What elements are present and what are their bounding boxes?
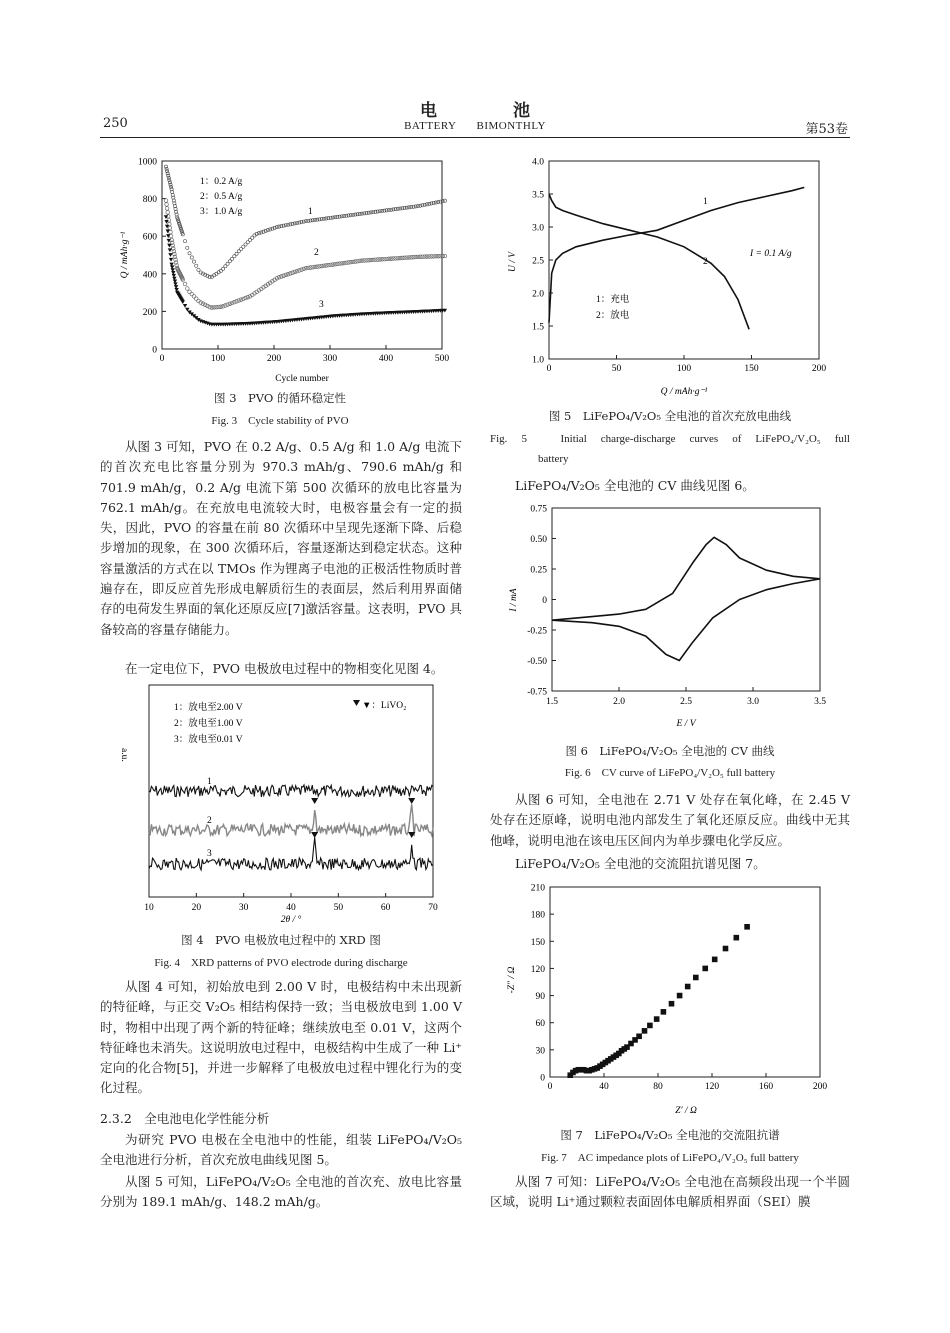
fig7-point [702, 966, 708, 972]
x-tick-label: 200 [266, 354, 282, 364]
page-number: 250 [103, 116, 128, 131]
fig3-caption-cn: 图 3 PVO 的循环稳定性 [214, 391, 346, 405]
y-tick-label: -0.25 [527, 626, 547, 637]
fig5-frame [549, 161, 819, 359]
y-tick-label: 800 [142, 195, 157, 206]
fig3-series1-point [195, 264, 198, 267]
fig4-legend-1: 1：放电至2.00 V [174, 703, 243, 713]
y-tick-label: 0.25 [530, 565, 547, 576]
fig3-series3-point [164, 215, 168, 219]
fig3-series2-point [280, 275, 284, 279]
fig3-series2-point [228, 302, 232, 306]
fig3-series2-point [443, 254, 447, 258]
fig5-caption-cn: 图 5 LiFePO₄/V₂O₅ 全电池的首次充放电曲线 [548, 409, 792, 423]
fig7-point [661, 1009, 667, 1015]
fig6-reduction-branch [552, 579, 820, 661]
fig7-point [723, 946, 729, 952]
fig3-caption-en: Fig. 3 Cycle stability of PVO [211, 415, 349, 427]
fig7-point [654, 1016, 660, 1022]
fig6-xlabel: E / V [676, 719, 696, 729]
fig4-caption-en: Fig. 4 XRD patterns of PVO electrode during discharge [154, 957, 408, 969]
fig6-caption-en: Fig. 6 CV curve of LiFePO₄/V₂O₅ full battery [564, 767, 776, 779]
fig3-series2-point [164, 199, 168, 203]
header-rule [100, 137, 850, 138]
fig4-peak-marker [311, 832, 318, 838]
fig3-series3-point [169, 258, 173, 262]
fig6-oxidation-branch [552, 537, 820, 620]
fig7-point [734, 935, 740, 941]
fig3-series2-point [233, 300, 237, 304]
fig3-series2-point [224, 304, 228, 308]
fig3-series3-point [168, 248, 172, 252]
fig6-ylabel: I / mA [509, 588, 519, 612]
fig3-chart [110, 150, 450, 390]
fig4-curve-label-1: 1 [207, 777, 212, 787]
fig4-peak-marker [408, 798, 415, 804]
x-tick-label: 3.5 [814, 697, 826, 707]
fig7-caption-en: Fig. 7 AC impedance plots of LiFePO₄/V₂O₅ full battery [541, 1152, 799, 1164]
left-paragraph-2: 在一定电位下，PVO 电极放电过程中的物相变化见图 4。 [125, 661, 444, 676]
fig3-series2-point [244, 296, 248, 300]
y-tick-label: 30 [535, 1046, 545, 1057]
fig3-series2-point [168, 226, 172, 230]
x-tick-label: 80 [653, 1082, 663, 1092]
fig4-trace-3 [149, 837, 433, 870]
fig3-xlabel: Cycle number [275, 374, 329, 384]
x-tick-label: 100 [210, 354, 226, 364]
fig3-series2-point [300, 268, 304, 272]
x-tick-label: 50 [333, 903, 344, 913]
fig3-series2-point [192, 295, 196, 299]
y-tick-label: 0.75 [530, 504, 547, 515]
fig5-caption-en-1: Fig. 5 Initial charge-discharge curves of LiFePO₄/V₂O₅ full [490, 433, 850, 445]
fig3-series2-point [190, 292, 194, 296]
fig3-series2-point [302, 267, 306, 271]
fig7-ylabel: -Z″ / Ω [507, 966, 517, 994]
x-tick-label: 400 [378, 354, 394, 364]
fig5-curve-2 [549, 194, 749, 329]
fig3-legend-2: 2：0.5 A/g [200, 192, 243, 202]
fig3-series1-point [190, 256, 193, 259]
journal-title-en-1: BATTERY [404, 120, 457, 132]
fig3-series2-point [286, 272, 290, 276]
left-paragraph-5: 从图 5 可知，LiFePO₄/V₂O₅ 全电池的首次充、放电比容量分别为 189.1 mAh/g、148.2 mAh/g。 [100, 1174, 462, 1210]
fig3-series1-point [166, 172, 169, 175]
y-tick-label: 3.5 [532, 190, 544, 201]
fig3-series2-point [166, 211, 170, 215]
journal-title-char-1: 电 [420, 101, 437, 121]
fig3-series2-point [239, 298, 243, 302]
y-tick-label: 1.0 [532, 355, 544, 366]
x-tick-label: 70 [428, 903, 438, 913]
x-tick-label: 40 [599, 1082, 609, 1092]
fig4-xlabel: 2θ / ° [280, 915, 302, 925]
x-tick-label: 2.5 [680, 697, 692, 707]
fig4-curve-label-2: 2 [207, 816, 212, 826]
y-tick-label: 0 [542, 596, 547, 606]
y-tick-label: 2.0 [532, 289, 544, 300]
left-paragraph-1: 从图 3 可知，PVO 在 0.2 A/g、0.5 A/g 和 1.0 A/g 电流下的首次充电比容量分别为 970.3 mAh/g、790.6 mAh/g 和 701.9 mAh/g，0.2 A/g 电流下第 500 次循环的放电比容量为 762.1 mAh/g。在充放电电流较大时，电极容量会有一定的损失，因此，PVO 的容量在前 80 次循环中呈现先逐渐下降、后稳步增加的现象，在 300 次循环后，容量逐渐达到稳定状态。这种容量激活的方式在以 TMOs 作为锂离子电池的正极活性物质时普遍存在，即反应首先形成电解质衍生的表面层，然后利用界面储存的电荷发生界面的氧化还原反应[7]激活容量。这表明，PVO 具备较高的容量存储能力。 [100, 439, 462, 637]
y-tick-label: 180 [530, 910, 545, 921]
fig5-curve-label-1: 1 [703, 197, 708, 207]
x-tick-label: 40 [286, 903, 296, 913]
fig3-series2-point [188, 290, 192, 294]
x-tick-label: 500 [434, 354, 450, 364]
fig4-legend-marker [353, 700, 360, 706]
x-tick-label: 1.5 [546, 697, 558, 707]
fig3-series1-point [168, 179, 171, 182]
fig3-series2-point [183, 282, 187, 286]
y-tick-label: -0.50 [527, 657, 547, 667]
fig4-chart [112, 678, 447, 928]
fig5-condition: I = 0.1 A/g [750, 249, 792, 259]
y-tick-label: 4.0 [532, 157, 544, 168]
x-tick-label: 300 [322, 354, 338, 364]
fig6-frame [552, 508, 820, 691]
fig4-trace-2 [149, 804, 433, 836]
fig7-point [685, 984, 691, 990]
fig3-series3-point [181, 300, 185, 304]
fig3-series2-point [241, 297, 245, 301]
fig3-series2-point [235, 300, 239, 304]
y-tick-label: 400 [142, 270, 157, 281]
x-tick-label: 50 [611, 364, 622, 374]
x-tick-label: 150 [744, 364, 759, 374]
y-tick-label: 210 [530, 883, 545, 894]
fig7-point [744, 924, 750, 930]
fig4-ylabel: a.u. [119, 748, 129, 762]
fig3-series1-point [186, 246, 189, 249]
fig3-series1-point [192, 260, 195, 263]
y-tick-label: 2.5 [532, 256, 544, 267]
fig5-chart [500, 152, 840, 397]
fig7-frame [550, 887, 820, 1077]
y-tick-label: 150 [530, 937, 545, 948]
fig6-chart [500, 500, 840, 735]
fig3-series1-point [443, 199, 446, 202]
fig3-series1-point [169, 185, 172, 188]
y-tick-label: 0 [540, 1073, 545, 1084]
right-paragraph-1: LiFePO₄/V₂O₅ 全电池的 CV 曲线见图 6。 [515, 478, 755, 493]
x-tick-label: 10 [144, 903, 154, 913]
left-paragraph-4: 为研究 PVO 电极在全电池中的性能，组装 LiFePO₄/V₂O₅ 全电池进行分析，首次充放电曲线见图 5。 [100, 1132, 462, 1168]
fig3-series3-point [183, 304, 187, 308]
x-tick-label: 160 [758, 1082, 774, 1092]
y-tick-label: 3.0 [532, 223, 544, 234]
x-tick-label: 2.0 [613, 697, 625, 707]
fig3-series1-point [167, 174, 170, 177]
y-tick-label: 200 [142, 307, 157, 318]
fig5-ylabel: U / V [508, 251, 518, 273]
fig4-legend-2: 2：放电至1.00 V [174, 719, 243, 729]
fig3-series2-point [165, 207, 169, 211]
right-paragraph-4: 从图 7 可知：LiFePO₄/V₂O₅ 全电池在高频段出现一个半圆区域，说明 Li⁺通过颗粒表面固体电解质相界面（SEI）膜 [490, 1174, 850, 1210]
fig3-series1-point [168, 181, 171, 184]
fig4-curve-label-3: 3 [207, 849, 212, 859]
fig4-legend-3: 3：放电至0.01 V [174, 735, 243, 745]
fig3-series2-point [194, 297, 198, 301]
x-tick-label: 200 [812, 1082, 828, 1092]
fig3-series2-point [282, 274, 286, 278]
fig3-series2-point [291, 271, 295, 275]
fig3-series2-point [230, 301, 234, 305]
fig7-point [642, 1028, 648, 1034]
fig5-xlabel: Q / mAh·g⁻¹ [660, 387, 708, 397]
journal-title-en-2: BIMONTHLY [476, 120, 546, 132]
x-tick-label: 120 [704, 1082, 720, 1092]
fig3-series1-point [166, 170, 169, 173]
x-tick-label: 0 [546, 364, 552, 374]
y-tick-label: 90 [535, 992, 545, 1003]
x-tick-label: 200 [811, 364, 827, 374]
fig3-legend-1: 1：0.2 A/g [200, 177, 243, 187]
y-tick-label: -0.75 [527, 687, 547, 698]
fig3-curve-label-3: 3 [319, 300, 324, 310]
fig4-marker-legend: ▼：LiVO₂ [362, 701, 407, 711]
fig7-point [677, 993, 683, 999]
left-paragraph-3: 从图 4 可知，初始放电到 2.00 V 时，电极结构中未出现新的特征峰，与正交 V₂O₅ 相结构保持一致；当电极放电到 1.00 V 时，物相中出现了两个新的特征峰；继续放电至 0.01 V，这两个特征峰也未消失。这说明放电过程中，电极结构中生成了一种 Li⁺定向的化合物[5]，并进一步解释了电极放电过程中锂化行为的变化过程。 [100, 979, 462, 1096]
fig3-series2-point [293, 270, 297, 274]
fig3-series2-point [246, 295, 250, 299]
volume-label: 第53卷 [805, 122, 848, 137]
fig5-legend-1: 1：充电 [596, 295, 630, 305]
x-tick-label: 100 [676, 364, 692, 374]
y-tick-label: 0.50 [530, 535, 547, 545]
y-tick-label: 60 [535, 1019, 545, 1030]
fig3-series2-point [295, 269, 299, 273]
fig3-series2-point [165, 203, 169, 207]
fig3-curve-label-1: 1 [308, 207, 313, 217]
fig3-series2-point [284, 273, 288, 277]
x-tick-label: 30 [238, 903, 249, 913]
y-tick-label: 1000 [138, 157, 157, 168]
journal-title-char-2: 池 [513, 101, 530, 121]
x-tick-label: 3.0 [747, 697, 759, 707]
fig3-series2-point [297, 269, 301, 273]
fig7-point [636, 1033, 642, 1039]
fig3-series1-point [165, 167, 168, 170]
fig3-series2-point [169, 230, 173, 234]
fig7-point [669, 1001, 675, 1007]
right-paragraph-3: LiFePO₄/V₂O₅ 全电池的交流阻抗谱见图 7。 [515, 856, 766, 871]
fig3-series2-point [237, 299, 241, 303]
x-tick-label: 60 [380, 903, 391, 913]
fig3-series1-point [167, 176, 170, 179]
y-tick-label: 0 [152, 345, 157, 356]
fig3-series1-point [183, 239, 186, 242]
x-tick-label: 20 [191, 903, 202, 913]
fig7-point [647, 1023, 653, 1029]
fig4-peak-marker [311, 798, 318, 804]
fig6-caption-cn: 图 6 LiFePO₄/V₂O₅ 全电池的 CV 曲线 [565, 744, 775, 758]
y-tick-label: 600 [142, 232, 157, 243]
fig3-series3-point [168, 253, 172, 257]
fig5-curve-label-2: 2 [703, 257, 708, 267]
fig3-series2-point [221, 304, 225, 308]
right-paragraph-2: 从图 6 可知，全电池在 2.71 V 处存在氧化峰，在 2.45 V 处存在还原峰，说明电池内部发生了氧化还原反应。曲线中无其他峰，说明电池在该电压区间内为单步骤电化学反应。 [490, 792, 850, 848]
y-tick-label: 1.5 [532, 322, 544, 333]
fig7-point [712, 957, 718, 963]
fig7-xlabel: Z′ / Ω [675, 1106, 697, 1116]
fig3-series2-point [226, 303, 230, 307]
x-tick-label: 0 [547, 1082, 553, 1092]
fig7-caption-cn: 图 7 LiFePO₄/V₂O₅ 全电池的交流阻抗谱 [560, 1128, 780, 1142]
fig3-series2-point [289, 272, 293, 276]
fig3-ylabel: Q / mAh·g⁻¹ [120, 231, 130, 279]
section-heading: 2.3.2 全电池电化学性能分析 [100, 1111, 270, 1126]
x-tick-label: 0 [159, 354, 165, 364]
fig5-legend-2: 2：放电 [596, 311, 630, 321]
fig3-series1-point [164, 165, 167, 168]
fig3-legend-3: 3：1.0 A/g [200, 207, 243, 217]
fig3-series2-point [185, 287, 189, 291]
fig3-curve-label-2: 2 [314, 248, 319, 258]
fig7-chart [500, 880, 840, 1120]
fig3-series1-point [169, 183, 172, 186]
fig7-point [693, 975, 699, 981]
y-tick-label: 120 [530, 964, 545, 975]
fig3-series1-point [188, 252, 191, 255]
fig5-caption-en-2: battery [538, 453, 569, 465]
fig4-trace-1 [149, 785, 433, 797]
fig4-caption-cn: 图 4 PVO 电极放电过程中的 XRD 图 [181, 933, 381, 947]
